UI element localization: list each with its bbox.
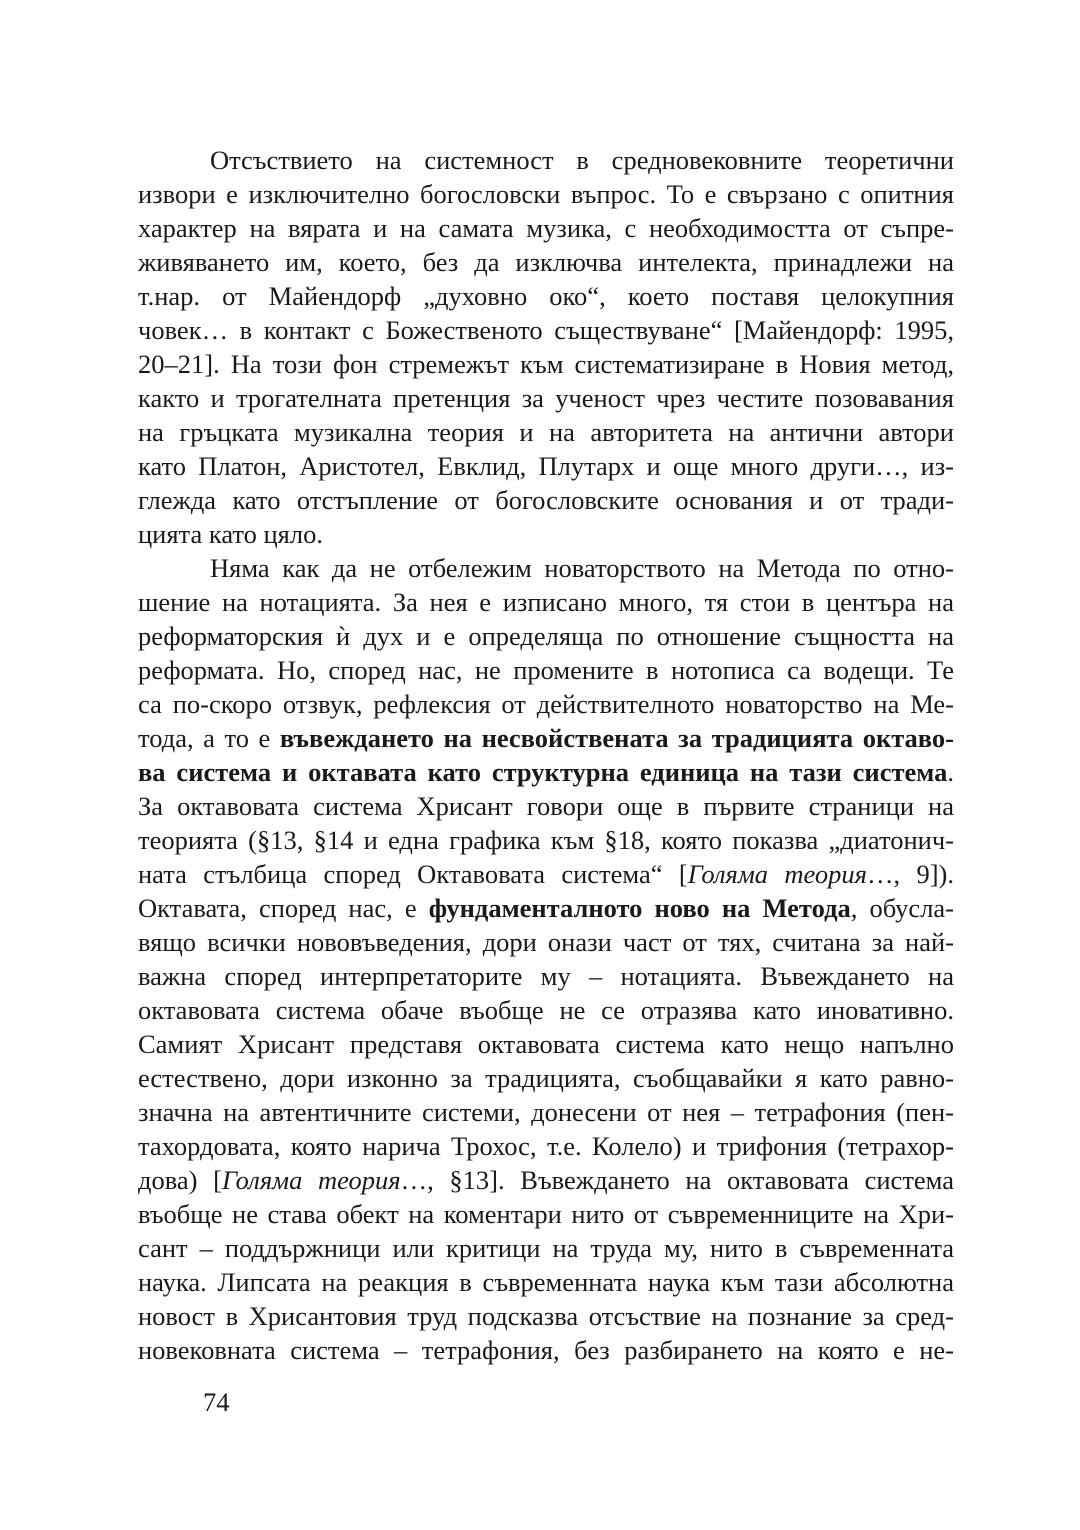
text-line: тахордовата, която нарича Трохос, т.е. Колело) и трифония (тетрахор- xyxy=(138,1131,954,1161)
bold-emphasis: фундаменталното ново на Метода xyxy=(428,893,851,923)
text-line: тода, а то е въвеждането на несвойствената за традицията октаво- xyxy=(138,723,955,753)
text-line: дова) [Голяма теория…, §13]. Въвеждането на октавовата система xyxy=(138,1165,955,1195)
text-line: както и трогателната претенция за ученост чрез честите позовавания xyxy=(138,383,954,413)
text-line: Самият Хрисант представя октавовата система като нещо напълно xyxy=(138,1029,954,1059)
text-line: вящо всички нововъведения, дори онази част от тях, считана за най- xyxy=(138,927,954,957)
text-line: са по-скоро отзвук, рефлексия от действителното новаторство на Ме- xyxy=(138,689,954,719)
text-line: Отсъствието на системност в средновековните теоретични xyxy=(210,145,954,175)
text-line: т.нар. от Майендорф „духовно око“, което поставя целокупния xyxy=(138,281,954,311)
text-line: важна според интерпретаторите му – нотацията. Въвеждането на xyxy=(138,961,954,991)
text-line: характер на вярата и на самата музика, с необходимостта от съпре- xyxy=(138,213,954,243)
text-line: естествено, дори изконно за традицията, съобщавайки я като равно- xyxy=(138,1063,954,1093)
text-line: наука. Липсата на реакция в съвременната наука към тази абсолютна xyxy=(138,1267,954,1297)
text-line: живяването им, което, без да изключва интелекта, принадлежи на xyxy=(138,247,954,277)
text-line: новековната система – тетрафония, без разбирането на която е не- xyxy=(138,1335,954,1365)
body-text xyxy=(138,143,954,1367)
bold-emphasis: въвеждането на несвойствената за традицията октаво- xyxy=(279,723,955,753)
text-line: цията като цяло. xyxy=(138,519,323,549)
text-line: За октавовата система Хрисант говори още в първите страници на xyxy=(138,791,954,821)
text-line: Няма как да не отбележим новаторството на Метода по отно- xyxy=(210,553,954,583)
text-line: реформаторския ѝ дух и е определяща по отношение същността на xyxy=(138,621,954,651)
text-line: човек… в контакт с Божественото съществуване“ [Майендорф: 1995, xyxy=(138,315,954,345)
text-line: глежда като отстъпление от богословските основания и от тради- xyxy=(138,485,954,515)
text-line: ната стълбица според Октавовата система“ [Голяма теория…, 9]). xyxy=(138,859,954,889)
italic-title: Голяма теория xyxy=(221,1165,401,1195)
text-line: шение на нотацията. За нея е изписано много, тя стои в центъра на xyxy=(138,587,954,617)
bold-emphasis: ва система и октавата като структурна единица на тази система xyxy=(138,757,948,787)
page-number: 74 xyxy=(203,1387,230,1417)
text-line: теорията (§13, §14 и една графика към §18, която показва „диатонич- xyxy=(138,825,954,855)
text-line: реформата. Но, според нас, не промените в нотописа са водещи. Те xyxy=(138,655,954,685)
text-line: 20–21]. На този фон стремежът към систематизиране в Новия метод, xyxy=(138,349,954,379)
text-line: като Платон, Аристотел, Евклид, Плутарх и още много други…, из- xyxy=(138,451,954,481)
text-line: новост в Хрисантовия труд подсказва отсъствие на познание за сред- xyxy=(138,1301,954,1331)
text-line: Октавата, според нас, е фундаменталното ново на Метода, обусла- xyxy=(138,893,955,923)
text-line: въобще не става обект на коментари нито от съвременниците на Хри- xyxy=(138,1199,954,1229)
text-line: извори е изключително богословски въпрос. То е свързано с опитния xyxy=(138,179,954,209)
italic-title: Голяма теория xyxy=(687,859,867,889)
text-line: на гръцката музикална теория и на авторитета на антични автори xyxy=(138,417,954,447)
text-line: значна на автентичните системи, донесени от нея – тетрафония (пен- xyxy=(138,1097,954,1127)
text-line: сант – поддържници или критици на труда му, нито в съвременната xyxy=(138,1233,954,1263)
text-line: октавовата система обаче въобще не се отразява като иновативно. xyxy=(138,995,954,1025)
text-line: ва система и октавата като структурна единица на тази система. xyxy=(138,757,954,787)
